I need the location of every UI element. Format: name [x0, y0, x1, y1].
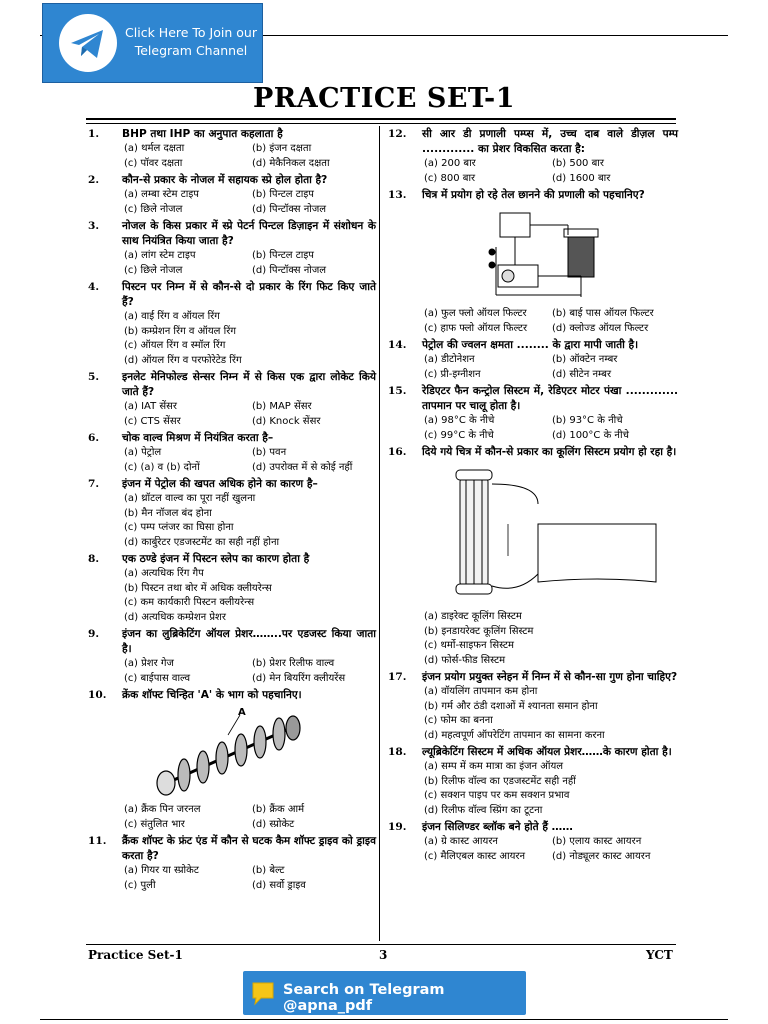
option: (a) वॉयलिंग तापमान कम होना — [424, 686, 538, 697]
option: (d) पिन्टॉक्स नोजल — [252, 203, 327, 215]
question-number: 6. — [88, 432, 100, 444]
question-10 — [88, 688, 376, 703]
option: (c) CTS सेंसर — [124, 415, 181, 427]
question-text: क्रेंक शॉफ्ट चिन्हित 'A' के भाग को पहचानिए। — [122, 689, 302, 701]
question-text: इनलेट मेनिफोल्ड सेन्सर निम्न में से किस एक द्वारा लोकेट किये जाते हैं? — [122, 371, 376, 398]
oil-filter-figure — [388, 207, 678, 303]
option: (a) थ्रॉटल वाल्व का पूरा नहीं खुलना — [124, 493, 256, 504]
left-column — [88, 127, 376, 895]
options-list — [88, 492, 376, 550]
option: (c) हाफ फ्लो ऑयल फिल्टर — [424, 322, 528, 334]
option: (c) छिले नोजल — [124, 203, 183, 215]
option: (a) प्रेशर गेज — [124, 658, 174, 669]
question-text: पिस्टन पर निम्न में से कौन-से दो प्रकार के रिंग फिट किए जाते हैं? — [122, 281, 376, 308]
option: (a) 98°C के नीचे — [424, 415, 495, 426]
right-column — [388, 127, 678, 866]
column-divider — [379, 126, 380, 941]
search-banner-text: Search on Telegram @apna_pdf — [283, 982, 445, 1014]
option: (a) पेट्रोल — [124, 447, 162, 458]
option: (c) सक्शन पाइप पर कम सक्शन प्रभाव — [424, 790, 570, 801]
telegram-banner-line2: Telegram Channel — [134, 43, 248, 58]
option: (a) फुल फ्लो ऑयल फिल्टर — [424, 308, 527, 319]
option: (c) छिले नोजल — [124, 264, 183, 276]
option: (d) उपरोक्त में से कोई नहीं — [252, 461, 353, 473]
option: (b) MAP सेंसर — [252, 401, 312, 412]
option: (b) इंजन दक्षता — [252, 143, 312, 154]
question-text: ल्यूब्रिकेटिंग सिस्टम में अधिक ऑयल प्रेशर……के कारण होता है। — [422, 746, 672, 758]
option: (c) थर्मो-साइफन सिस्टम — [424, 640, 515, 651]
question-number: 2. — [88, 174, 100, 186]
option: (b) पवन — [252, 447, 287, 458]
option: (d) ऑयल रिंग व परफोरेटेड रिंग — [124, 354, 242, 366]
options-grid — [88, 864, 376, 893]
question-5 — [88, 370, 376, 400]
question-9 — [88, 627, 376, 657]
question-text: चोक वाल्व मिश्रण में नियंत्रित करता है– — [122, 432, 274, 444]
option: (d) क्लोज्ड ऑयल फिल्टर — [552, 322, 649, 334]
option: (b) बाई पास ऑयल फिल्टर — [552, 308, 654, 319]
footer-left: Practice Set-1 — [88, 948, 183, 962]
question-number: 11. — [88, 835, 107, 847]
option: (c) 99°C के नीचे — [424, 429, 494, 441]
crankshaft-figure — [88, 707, 376, 799]
bottom-rule — [40, 1019, 728, 1020]
options-grid — [88, 803, 376, 832]
option: (b) पिस्टन तथा बोर में अधिक क्लीयरेन्स — [124, 582, 272, 594]
option: (c) पम्प प्लंजर का घिसा होना — [124, 522, 234, 533]
telegram-logo-icon — [59, 14, 117, 72]
options-grid — [388, 353, 678, 382]
option: (d) पिन्टॉक्स नोजल — [252, 264, 327, 276]
options-grid — [88, 657, 376, 686]
question-text: पेट्रोल की ज्वलन क्षमता ........ के द्वारा मापी जाती है। — [422, 339, 639, 351]
option: (a) डीटोनेशन — [424, 354, 475, 365]
option: (c) 800 बार — [424, 172, 476, 184]
options-grid — [88, 188, 376, 217]
option: (b) 93°C के नीचे — [552, 415, 623, 426]
option: (b) इनडायरेक्ट कूलिंग सिस्टम — [424, 625, 534, 637]
question-text: इंजन में पेट्रोल की खपत अधिक होने का कारण है– — [122, 478, 318, 490]
option: (a) डाइरेक्ट कूलिंग सिस्टम — [424, 611, 522, 622]
option: (d) फोर्स-फीड सिस्टम — [424, 654, 506, 666]
option: (a) गियर या स्प्रोकेट — [124, 865, 199, 876]
option: (d) 100°C के नीचे — [552, 429, 629, 441]
option: (c) ऑयल रिंग व स्मॉल रिंग — [124, 340, 226, 351]
option: (c) संतुलित भार — [124, 818, 185, 830]
question-number: 12. — [388, 128, 407, 140]
option: (c) प्री-इग्नीशन — [424, 368, 481, 380]
telegram-banner-line1: Click Here To Join our — [125, 25, 257, 40]
option: (c) बाईपास वाल्व — [124, 672, 191, 684]
question-19 — [388, 820, 678, 835]
question-18 — [388, 745, 678, 760]
option: (a) ग्रे कास्ट आयरन — [424, 836, 498, 847]
cooling-system-figure — [388, 464, 678, 606]
option: (b) रिलीफ वॉल्व का एडजस्टमेंट सही नहीं — [424, 775, 576, 787]
question-text: इंजन का लुब्रिकेटिंग ऑयल प्रेशर……..पर एडजस्ट किया जाता है। — [122, 628, 376, 655]
question-text: चित्र में प्रयोग हो रहे तेल छानने की प्रणाली को पहचानिए? — [422, 189, 645, 201]
option: (b) क्रैंक आर्म — [252, 804, 305, 815]
question-text: एक ठण्डे इंजन में पिस्टन स्लेप का कारण होता है — [122, 553, 310, 565]
option: (c) पॉवर दक्षता — [124, 157, 183, 169]
option: (d) महत्वपूर्ण ऑपरेटिंग तापमान का सामना करना — [424, 729, 605, 741]
question-number: 8. — [88, 553, 100, 565]
question-12 — [388, 127, 678, 157]
option: (a) अत्यधिक रिंग गैप — [124, 568, 204, 579]
options-grid — [88, 446, 376, 475]
question-number: 1. — [88, 128, 100, 140]
option: (b) एलाय कास्ट आयरन — [552, 836, 642, 847]
question-number: 17. — [388, 671, 407, 683]
option: (b) पिन्टल टाइप — [252, 250, 314, 261]
question-number: 14. — [388, 339, 407, 351]
question-17 — [388, 670, 678, 685]
options-grid — [388, 835, 678, 864]
question-text: इंजन प्रयोग प्रयुक्त स्नेहन में निम्न में से कौन-सा गुण होना चाहिए? — [422, 671, 678, 683]
option: (a) सम्प में कम मात्रा का इंजन ऑयल — [424, 761, 564, 772]
question-number: 15. — [388, 385, 407, 397]
options-list — [88, 567, 376, 625]
question-4 — [88, 280, 376, 310]
option: (c) पुली — [124, 879, 156, 891]
question-text: इंजन सिलिण्डर ब्लॉक बने होते हैं …… — [422, 821, 573, 833]
question-number: 10. — [88, 689, 107, 701]
option: (b) 500 बार — [552, 158, 604, 169]
option: (c) (a) व (b) दोनों — [124, 461, 200, 473]
question-number: 7. — [88, 478, 100, 490]
question-6 — [88, 431, 376, 446]
option: (d) सर्वो ड्राइव — [252, 879, 306, 891]
option: (d) 1600 बार — [552, 172, 611, 184]
option: (c) कम कार्यकारी पिस्टन क्लीयरेन्स — [124, 597, 255, 608]
option: (d) कार्बुरेटर एडजस्टमेंट का सही नहीं होना — [124, 536, 280, 548]
options-list — [388, 685, 678, 743]
option: (b) ऑक्टेन नम्बर — [552, 354, 618, 365]
question-15 — [388, 384, 678, 414]
title-rule — [86, 118, 676, 120]
option: (d) नोड्यूलर कास्ट आयरन — [552, 850, 651, 862]
option: (b) मैन नॉजल बंद होना — [124, 507, 212, 519]
options-grid — [388, 307, 678, 336]
options-grid — [388, 414, 678, 443]
telegram-search-banner[interactable] — [243, 971, 526, 1015]
question-number: 19. — [388, 821, 407, 833]
footer-rule — [86, 944, 676, 945]
footer-right: YCT — [646, 948, 673, 962]
options-grid — [388, 157, 678, 186]
options-grid — [88, 142, 376, 171]
option: (a) लांग स्टेम टाइप — [124, 250, 196, 261]
question-number: 16. — [388, 446, 407, 458]
option: (a) वाई रिंग व ऑयल रिंग — [124, 311, 220, 322]
option: (d) मेन बियरिंग क्लीयरेंस — [252, 672, 346, 684]
option: (d) स्प्रोकेट — [252, 818, 295, 830]
question-14 — [388, 338, 678, 353]
question-1 — [88, 127, 376, 142]
option: (b) कम्प्रेशन रिंग व ऑयल रिंग — [124, 325, 236, 337]
question-2 — [88, 173, 376, 188]
question-text: क्रैंक शॉफ्ट के फ्रंट एंड में कौन से घटक कैम शॉफ्ट ड्राइव को ड्राइव करता है? — [122, 835, 376, 862]
option: (d) रिलीफ वॉल्व स्प्रिंग का टूटना — [424, 804, 543, 816]
option: (d) Knock सेंसर — [252, 415, 321, 427]
option: (a) क्रैंक पिन जरनल — [124, 804, 201, 815]
title-rule-thin — [86, 123, 676, 124]
question-3 — [88, 219, 376, 249]
options-grid — [88, 400, 376, 429]
question-number: 4. — [88, 281, 100, 293]
question-text: नोजल के किस प्रकार में स्प्रे पेटर्न पिन्टल डिज़ाइन में संशोधन के साथ नियंत्रित किया जाता है? — [122, 220, 376, 247]
question-number: 18. — [388, 746, 407, 758]
page-number: 3 — [379, 948, 388, 962]
question-text: BHP तथा IHP का अनुपात कहलाता है — [122, 128, 283, 140]
options-list — [88, 310, 376, 368]
option: (a) IAT सेंसर — [124, 401, 178, 412]
options-list — [388, 610, 678, 668]
question-11 — [88, 834, 376, 864]
options-list — [388, 760, 678, 818]
question-text: रेडिएटर फैन कन्ट्रोल सिस्टम में, रेडिएटर मोटर पंखा ............. तापमान पर चालू होता है। — [422, 385, 678, 412]
option: (d) अत्यधिक कम्प्रेशन प्रेशर — [124, 611, 226, 623]
option: (a) लम्बा स्टेम टाइप — [124, 189, 199, 200]
question-text: दिये गये चित्र में कौन-से प्रकार का कूलिंग सिस्टम प्रयोग हो रहा है। — [422, 446, 677, 458]
option: (b) प्रेशर रिलीफ वाल्व — [252, 658, 335, 669]
question-16 — [388, 445, 678, 460]
message-icon — [251, 980, 275, 1006]
page-title: PRACTICE SET-1 — [252, 83, 516, 114]
option: (a) 200 बार — [424, 158, 476, 169]
figure-label-a: A — [238, 707, 246, 718]
question-13 — [388, 188, 678, 203]
options-grid — [88, 249, 376, 278]
option: (b) बेल्ट — [252, 865, 285, 876]
question-number: 3. — [88, 220, 100, 232]
option: (b) गर्म और ठंडी दशाओं में श्यानता समान होना — [424, 700, 598, 712]
question-text: सी आर डी प्रणाली पम्प्स में, उच्च दाब वाले डीज़ल पम्प ............. का प्रेशर विकसित करता है: — [422, 128, 678, 155]
telegram-banner-text — [121, 24, 261, 60]
question-text: कौन-से प्रकार के नोजल में सहायक स्प्रे होल होता है? — [122, 174, 328, 186]
telegram-join-banner[interactable] — [42, 3, 263, 83]
question-number: 13. — [388, 189, 407, 201]
question-8 — [88, 552, 376, 567]
option: (d) सीटेन नम्बर — [552, 368, 612, 380]
question-number: 5. — [88, 371, 100, 383]
option: (c) मैलिएबल कास्ट आयरन — [424, 850, 526, 862]
option: (c) फोम का बनना — [424, 715, 493, 726]
question-number: 9. — [88, 628, 100, 640]
option: (d) मेकैनिकल दक्षता — [252, 157, 330, 169]
option: (a) थर्मल दक्षता — [124, 143, 185, 154]
question-7 — [88, 477, 376, 492]
option: (b) पिन्टल टाइप — [252, 189, 314, 200]
